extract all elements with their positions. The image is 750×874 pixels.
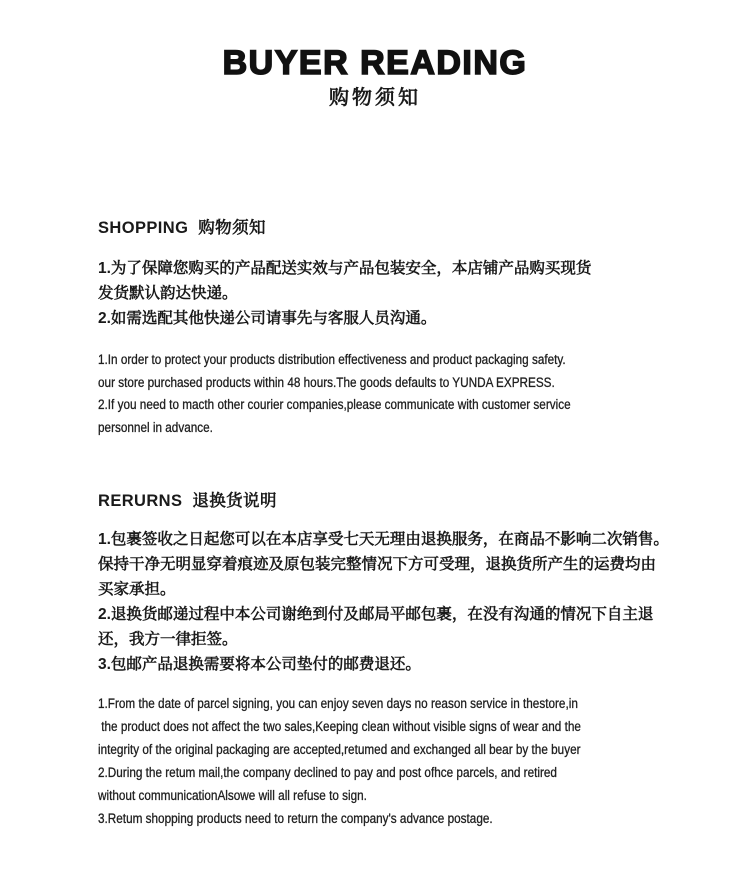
shipping-cn-line: 2.如需选配其他快递公司请事先与客服人员沟通。 [98,310,437,327]
shipping-cn-line: 发货默认韵达快递。 [98,285,238,302]
returns-en-line: 3.Retum shopping products need to return the company's advance postage. [98,811,493,826]
section-heading-shipping: SHOPPING 购物须知 [98,219,266,237]
page-subtitle: 购物须知 [329,87,421,109]
returns-cn-line: 1.包裹签收之日起您可以在本店享受七天无理由退换服务，在商品不影响二次销售。 [98,531,669,548]
returns-en-line: without communicationAlsowe will all refuse to sign. [98,788,367,803]
shipping-en-line: our store purchased products within 48 hours.The goods defaults to YUNDA EXPRESS. [98,374,555,390]
returns-en-line: 1.From the date of parcel signing, you can enjoy seven days no reason service in thestore,in [98,696,578,711]
returns-en-line: integrity of the original packaging are accepted,retumed and exchanged all bear by the buyer [98,742,581,757]
section-heading-returns: RERURNS 退换货说明 [98,492,277,510]
shipping-cn-line: 1.为了保障您购买的产品配送实效与产品包装安全，本店铺产品购买现货 [98,260,592,277]
returns-cn-line: 3.包邮产品退换需要将本公司垫付的邮费退还。 [98,656,421,673]
returns-en-line: the product does not affect the two sales,Keeping clean without visible signs of wear and the [98,719,581,734]
returns-cn-line: 2.退换货邮递过程中本公司谢绝到付及邮局平邮包裹，在没有沟通的情况下自主退 [98,606,654,623]
shipping-notice-en [98,349,738,439]
page-title: BUYER READING [222,44,528,82]
returns-cn-line: 保持干净无明显穿着痕迹及原包装完整情况下方可受理，退换货所产生的运费均由 [98,556,657,573]
returns-notice-en [98,692,738,830]
returns-notice-cn [98,527,669,677]
shipping-notice-cn [98,256,658,331]
returns-en-line: 2.During the retum mail,the company declined to pay and post ofhce parcels, and retired [98,765,557,780]
returns-cn-line: 买家承担。 [98,581,176,598]
shipping-en-line: 1.In order to protect your products distribution effectiveness and product packaging safety. [98,352,566,367]
shipping-en-line: 2.If you need to macth other courier companies,please communicate with customer service [98,397,571,413]
returns-cn-line: 还，我方一律拒签。 [98,631,238,648]
shipping-en-line: personnel in advance. [98,419,213,435]
